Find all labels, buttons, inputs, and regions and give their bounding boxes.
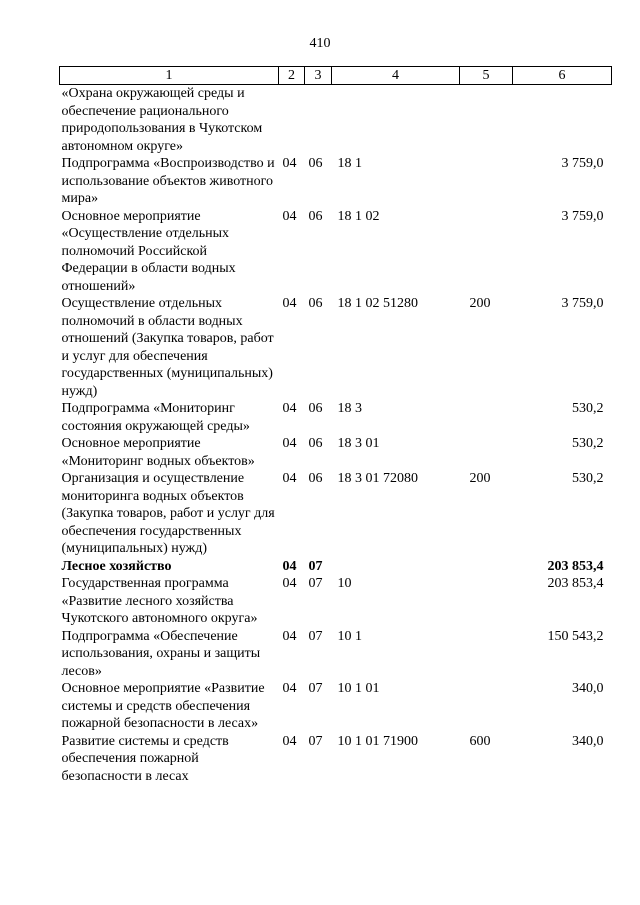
row-target-article: 10 1	[337, 628, 362, 644]
table-row	[60, 400, 612, 435]
row-amount	[513, 85, 612, 156]
row-amount: 3 759,0	[561, 208, 604, 224]
table-row	[60, 680, 612, 733]
row-section	[279, 85, 305, 156]
row-section: 04	[282, 401, 297, 416]
row-target-article: 18 3	[337, 401, 362, 416]
row-name: Основное мероприятие «Мониторинг водных объектов»	[61, 436, 255, 469]
table-body	[60, 85, 612, 786]
row-amount: 340,0	[572, 681, 604, 696]
row-amount: 340,0	[572, 733, 604, 749]
row-amount: 203 853,4	[547, 576, 604, 591]
row-target-article: 18 1	[337, 156, 362, 171]
row-target-article: 18 1 02 51280	[337, 296, 418, 311]
row-subsection: 06	[308, 471, 323, 486]
row-name: Государственная программа «Развитие лесного хозяйства Чукотского автономного округа»	[61, 576, 258, 626]
row-name: Организация и осуществление мониторинга водных объектов (Закупка товаров, работ и услуг для обеспечения государственных (муниципальных) нужд)	[61, 471, 275, 556]
row-subsection: 07	[308, 558, 323, 574]
row-expense-type	[460, 400, 513, 435]
row-subsection: 06	[308, 208, 323, 224]
table-row	[60, 575, 612, 628]
row-expense-type	[460, 628, 513, 681]
row-section: 04	[282, 558, 297, 574]
row-expense-type	[460, 680, 513, 733]
row-target-article: 10 1 01	[337, 681, 380, 696]
row-subsection: 06	[308, 436, 323, 451]
table-row	[60, 628, 612, 681]
row-amount: 3 759,0	[561, 296, 604, 311]
row-target-article: 10	[337, 576, 352, 591]
row-section: 04	[282, 733, 297, 749]
row-section: 04	[282, 471, 297, 486]
row-amount: 3 759,0	[561, 156, 604, 171]
row-expense-type: 200	[469, 296, 491, 311]
row-amount: 203 853,4	[547, 558, 604, 574]
row-section: 04	[282, 681, 297, 696]
row-amount: 150 543,2	[547, 628, 604, 644]
row-expense-type	[460, 85, 513, 156]
header-row	[60, 67, 612, 85]
header-col-1: 1	[60, 67, 279, 85]
header-col-5: 5	[460, 67, 513, 85]
row-subsection: 07	[308, 628, 323, 644]
row-target-article	[332, 85, 460, 156]
table-header	[60, 67, 612, 85]
row-subsection: 06	[308, 401, 323, 416]
row-name: Подпрограмма «Обеспечение использования, охраны и защиты лесов»	[61, 628, 261, 679]
row-section: 04	[282, 296, 297, 311]
row-name: Подпрограмма «Мониторинг состояния окружающей среды»	[61, 401, 250, 434]
row-expense-type: 200	[469, 471, 491, 486]
row-name: Осуществление отдельных полномочий в области водных отношений (Закупка товаров, работ и услуг для обеспечения государственных (муниципальных) нужд)	[61, 296, 274, 399]
budget-table	[59, 66, 612, 785]
row-expense-type	[460, 435, 513, 470]
table-row	[60, 85, 612, 156]
row-subsection: 07	[308, 576, 323, 591]
row-expense-type	[460, 208, 513, 296]
row-name: «Охрана окружающей среды и обеспечение рационального природопользования в Чукотском автономном округе»	[61, 86, 263, 154]
row-target-article: 18 3 01	[337, 436, 380, 451]
row-target-article: 18 3 01 72080	[337, 471, 418, 486]
row-expense-type	[460, 558, 513, 576]
table-row	[60, 733, 612, 786]
row-name: Подпрограмма «Воспроизводство и использование объектов животного мира»	[61, 156, 275, 206]
row-subsection: 07	[308, 733, 323, 749]
row-subsection: 07	[308, 681, 323, 696]
row-section: 04	[282, 576, 297, 591]
row-expense-type	[460, 155, 513, 208]
row-section: 04	[282, 436, 297, 451]
row-subsection: 06	[308, 296, 323, 311]
table-row	[60, 295, 612, 400]
table-row	[60, 435, 612, 470]
row-section: 04	[282, 208, 297, 224]
row-section: 04	[282, 628, 297, 644]
row-amount: 530,2	[572, 471, 604, 486]
row-target-article: 10 1 01 71900	[337, 733, 418, 749]
header-col-6: 6	[513, 67, 612, 85]
page-number: 410	[309, 36, 331, 51]
row-target-article	[332, 558, 460, 576]
row-expense-type	[460, 575, 513, 628]
row-name: Лесное хозяйство	[61, 558, 172, 574]
table-row	[60, 470, 612, 558]
row-amount: 530,2	[572, 401, 604, 416]
header-col-4: 4	[332, 67, 460, 85]
row-target-article: 18 1 02	[337, 208, 380, 224]
row-section: 04	[282, 156, 297, 171]
row-expense-type: 600	[469, 733, 491, 749]
header-col-2: 2	[279, 67, 305, 85]
row-name: Основное мероприятие «Осуществление отдельных полномочий Российской Федерации в области водных отношений»	[61, 208, 236, 294]
row-name: Развитие системы и средств обеспечения пожарной безопасности в лесах	[61, 733, 229, 784]
header-col-3: 3	[305, 67, 332, 85]
row-subsection	[305, 85, 332, 156]
table-row	[60, 155, 612, 208]
row-amount: 530,2	[572, 436, 604, 451]
row-subsection: 06	[308, 156, 323, 171]
table-row-section-heading	[60, 558, 612, 576]
table-row	[60, 208, 612, 296]
row-name: Основное мероприятие «Развитие системы и средств обеспечения пожарной безопасности в лесах»	[61, 681, 265, 731]
